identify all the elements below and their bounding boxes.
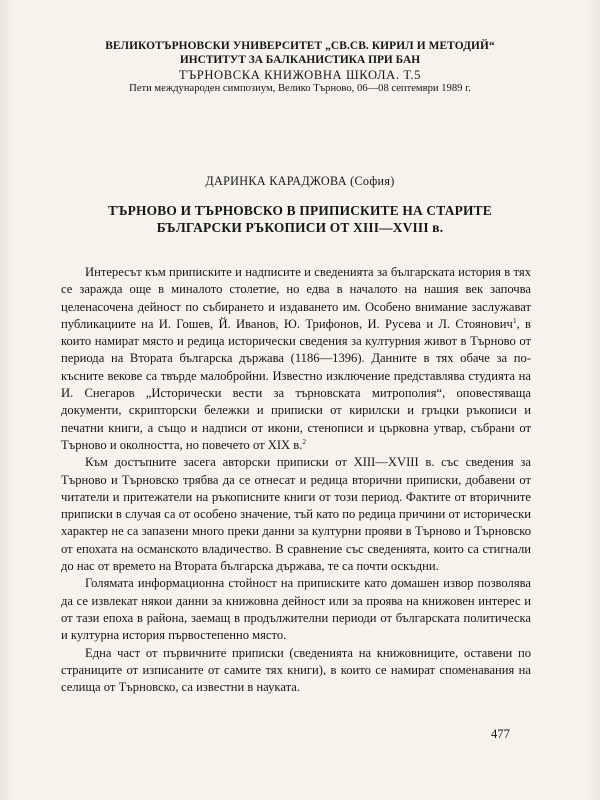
paragraph-1 <box>61 264 531 454</box>
page-number: 477 <box>491 727 510 741</box>
article-title-line-1: ТЪРНОВО И ТЪРНОВСКО В ПРИПИСКИТЕ НА СТАРИТЕ <box>108 203 492 218</box>
paragraph-3: Голямата информационна стойност на приписките като домашен извор позволява да се извлекат някои данни за книжовна дейност или за проява на книжовен интерес и от тази епоха в района, заемащ в продължителни периоди от българската политическа и културна история първостепенно място. <box>61 576 531 643</box>
header-institute: ИНСТИТУТ ЗА БАЛКАНИСТИКА ПРИ БАН <box>179 54 421 66</box>
paragraph-1-part-a: Интересът към приписките и надписите и сведенията за българската история в тях се заражда още в миналото столетие, но едва в началото на нашия век започва целенасочена дейност по събирането и издаването им. Особено внимание заслужават публикациите на И. Гошев, Й. Иванов, Ю. Трифонов, И. Русева и Л. Стоянович <box>61 265 531 331</box>
paragraph-4: Една част от първичните приписки (сведенията на книжовниците, оставени по страниците от изписаните от самите тях книги), в които се намират споменавания на селища от Търновско, са известни в науката. <box>61 645 531 695</box>
article-body <box>61 264 531 696</box>
header-symposium: Пети международен симпозиум, Велико Търново, 06—08 септември 1989 г. <box>129 83 471 94</box>
article-title <box>0 202 600 236</box>
header-university: ВЕЛИКОТЪРНОВСКИ УНИВЕРСИТЕТ „СВ.СВ. КИРИЛ И МЕТОДИЙ“ <box>105 40 495 52</box>
footnote-ref-2: 2 <box>302 436 307 446</box>
footnote-ref-1: 1 <box>512 315 517 325</box>
article-title-line-2: БЪЛГАРСКИ РЪКОПИСИ ОТ XIII—XVIII в. <box>156 220 444 235</box>
article-author: ДАРИНКА КАРАДЖОВА (София) <box>205 174 395 188</box>
paragraph-1-part-b: , в които намират място и редица исторически сведения за културния живот в Търново от периода на Втората българска държава (1186—1396). Данните в тях обаче за по-късните векове са твърде малобройни. Известно изключение представлява студията на И. Снегаров „Исторически вести за търновската митрополия“, оповестяваща документи, скрипторски бележки и приписки от кирилски и гръцки ръкописи и печатни книги, а също и надписи от икони, стенописи и църковна утвар, събрани от Търново и околността, но повечето от XIX в. <box>61 316 531 452</box>
header-series: ТЪРНОВСКА КНИЖОВНА ШКОЛА. Т.5 <box>178 68 422 82</box>
paragraph-2: Към достъпните засега авторски приписки от XIII—XVIII в. със сведения за Търново и Търновско трябва да се отнесат и редица вторични приписки, добавени от читатели и притежатели на ръкописните книги от този период. Фактите от вторичните приписки в случая са от особено значение, тъй като по редица причини от исторически характер не са запазени много преки данни за културни прояви в Търново и Търновско от епохата на османското владичество. В сравнение със сведенията, които са стигнали до нас от времето на Втората българска държава, те са почти оскъдни. <box>61 455 531 574</box>
